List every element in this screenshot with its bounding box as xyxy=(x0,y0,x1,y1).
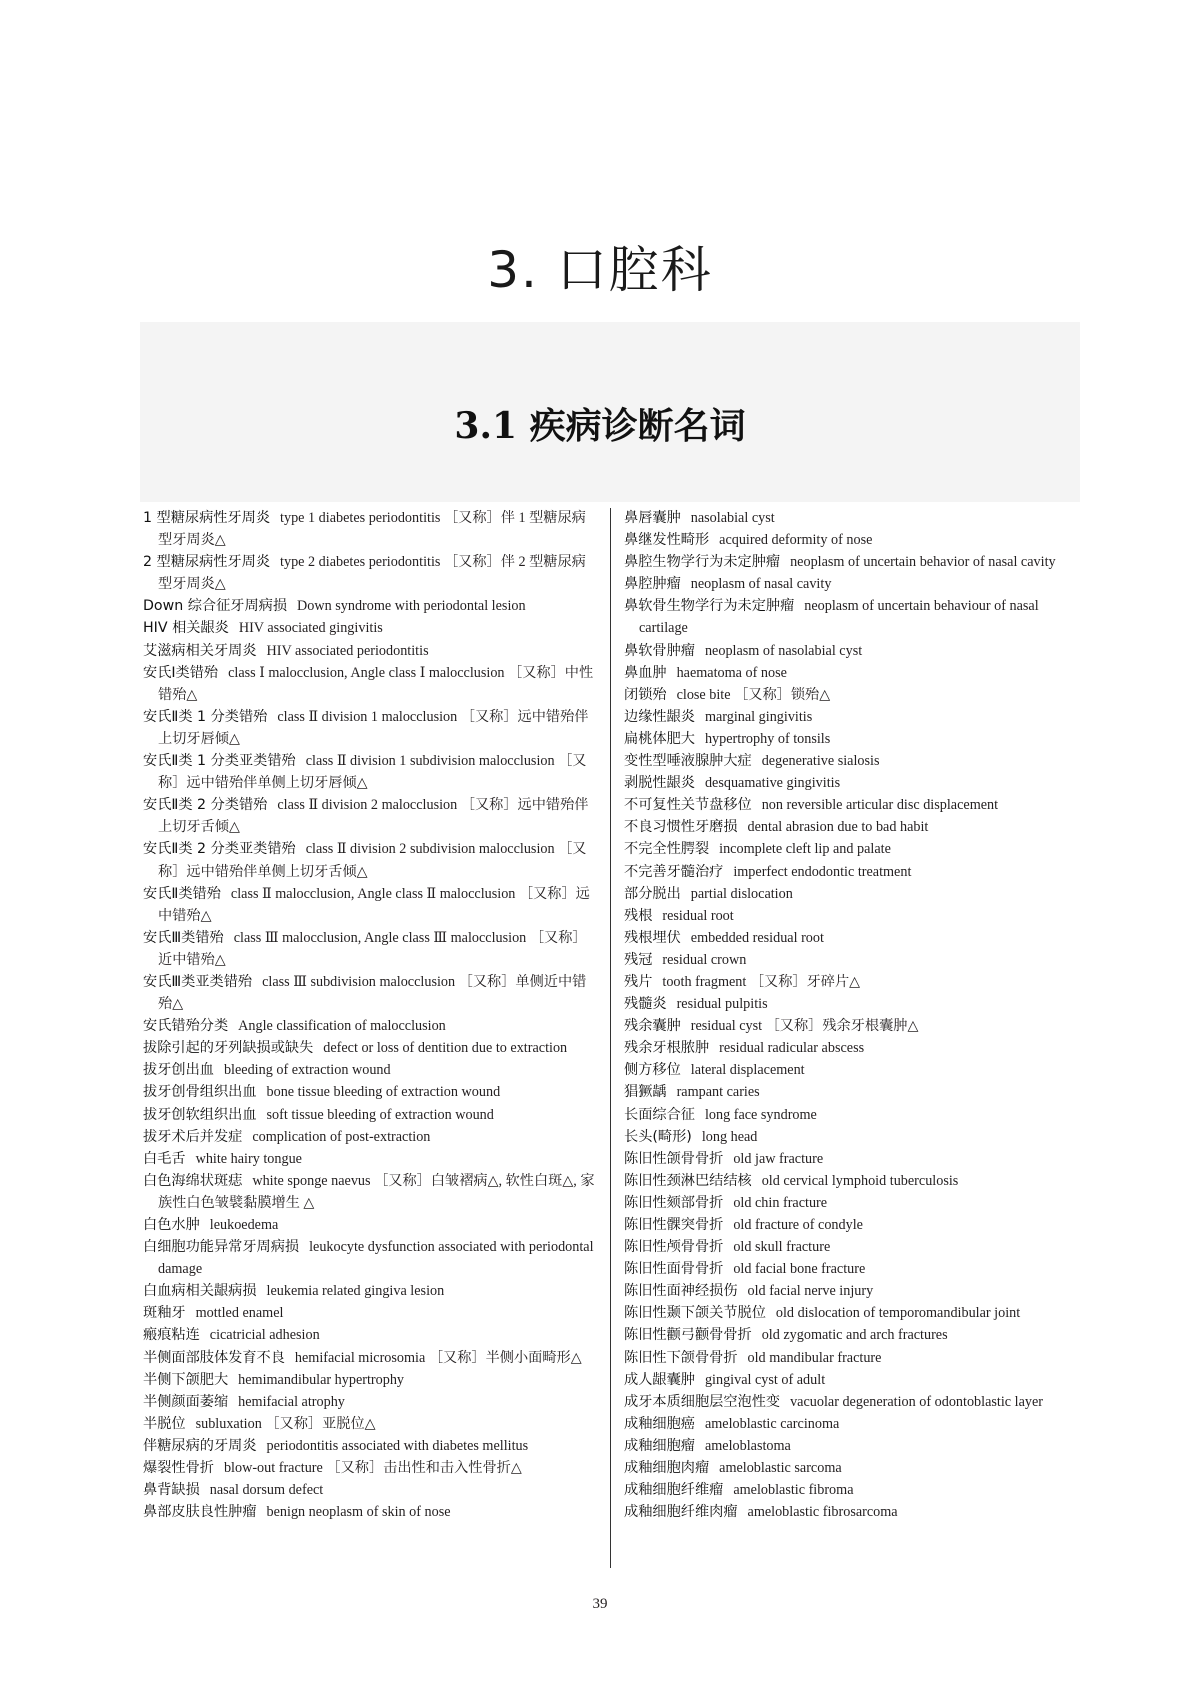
glossary-entry xyxy=(624,1391,1080,1413)
entry-term: 拔牙创软组织出血 xyxy=(143,1106,257,1123)
entry-definition: tooth fragment ［又称］牙碎片△ xyxy=(662,973,861,990)
entry-definition: soft tissue bleeding of extraction wound xyxy=(266,1106,494,1123)
column-divider xyxy=(610,508,611,1568)
left-column xyxy=(143,507,595,1523)
glossary-entry xyxy=(624,529,1080,551)
entry-definition: defect or loss of dentition due to extraction xyxy=(323,1040,568,1057)
entry-term: 安氏Ⅱ类 2 分类错殆 xyxy=(143,797,268,814)
entry-term: 鼻软骨肿瘤 xyxy=(624,642,695,659)
entry-term: 鼻软骨生物学行为未定肿瘤 xyxy=(624,598,795,615)
entry-definition: HIV associated gingivitis xyxy=(238,620,383,637)
glossary-entry xyxy=(143,1369,595,1391)
glossary-entry xyxy=(143,794,595,838)
glossary-entry xyxy=(624,684,1080,706)
entry-definition: benign neoplasm of skin of nose xyxy=(266,1504,451,1521)
entry-definition: old zygomatic and arch fractures xyxy=(761,1327,948,1344)
glossary-entry xyxy=(624,949,1080,971)
entry-term: 陈旧性面骨骨折 xyxy=(624,1261,724,1278)
glossary-entry xyxy=(143,1413,595,1435)
entry-definition: imperfect endodontic treatment xyxy=(733,863,912,880)
entry-term: 拔除引起的牙列缺损或缺失 xyxy=(143,1040,314,1057)
entry-term: 成釉细胞肉瘤 xyxy=(624,1460,710,1477)
entry-term: 安氏Ⅰ类错殆 xyxy=(143,664,219,681)
glossary-entry xyxy=(624,1214,1080,1236)
glossary-entry xyxy=(624,507,1080,529)
entry-definition: class Ⅱ division 1 subdivision malocclusion ［又称］远中错殆伴单侧上切牙唇倾△ xyxy=(158,753,587,792)
entry-definition: rampant caries xyxy=(676,1084,760,1101)
entry-definition: type 2 diabetes periodontitis ［又称］伴 2 型糖尿病型牙周炎△ xyxy=(158,554,586,593)
glossary-entry xyxy=(624,1324,1080,1346)
glossary-entry xyxy=(624,595,1080,639)
glossary-entry xyxy=(624,1302,1080,1324)
glossary-entry xyxy=(624,993,1080,1015)
glossary-entry xyxy=(143,706,595,750)
entry-definition: marginal gingivitis xyxy=(704,708,813,725)
glossary-entry xyxy=(143,617,595,639)
entry-definition: ameloblastic fibrosarcoma xyxy=(747,1504,898,1521)
glossary-entry xyxy=(143,1104,595,1126)
entry-definition: complication of post-extraction xyxy=(252,1128,431,1145)
glossary-entry xyxy=(143,1059,595,1081)
entry-definition: white hairy tongue xyxy=(195,1150,302,1167)
entry-term: 成釉细胞纤维瘤 xyxy=(624,1482,724,1499)
entry-definition: residual pulpitis xyxy=(676,996,768,1013)
entry-definition: dental abrasion due to bad habit xyxy=(747,819,929,836)
glossary-entry xyxy=(624,750,1080,772)
entry-term: 拔牙术后并发症 xyxy=(143,1128,243,1145)
entry-definition: bone tissue bleeding of extraction wound xyxy=(266,1084,501,1101)
entry-term: 闭锁殆 xyxy=(624,686,667,703)
entry-term: 安氏Ⅱ类 2 分类亚类错殆 xyxy=(143,841,296,858)
entry-term: 安氏Ⅱ类错殆 xyxy=(143,885,221,902)
glossary-entry xyxy=(624,706,1080,728)
glossary-entry xyxy=(143,662,595,706)
glossary-entry xyxy=(143,1347,595,1369)
entry-term: 残髓炎 xyxy=(624,996,667,1013)
entry-term: 陈旧性髁突骨折 xyxy=(624,1217,724,1233)
entry-term: 残冠 xyxy=(624,951,653,968)
entry-definition: old chin fracture xyxy=(733,1194,828,1211)
entry-term: 拔牙创出血 xyxy=(143,1062,214,1079)
entry-term: 白细胞功能异常牙周病损 xyxy=(143,1239,300,1256)
glossary-entry xyxy=(143,883,595,927)
glossary-entry xyxy=(624,772,1080,794)
glossary-entry xyxy=(624,1457,1080,1479)
glossary-entry xyxy=(624,1081,1080,1103)
entry-term: 成釉细胞纤维肉瘤 xyxy=(624,1504,738,1521)
page-number: 39 xyxy=(592,1596,608,1612)
glossary-entry xyxy=(143,507,595,551)
entry-definition: HIV associated periodontitis xyxy=(266,642,429,659)
glossary-entry xyxy=(143,1037,595,1059)
glossary-entry xyxy=(143,1015,595,1037)
entry-definition: old facial bone fracture xyxy=(733,1261,866,1278)
entry-term: 安氏错殆分类 xyxy=(143,1018,229,1035)
entry-term: 安氏Ⅱ类 1 分类亚类错殆 xyxy=(143,753,296,770)
entry-definition: residual root xyxy=(662,907,734,924)
entry-definition: ameloblastoma xyxy=(704,1437,791,1454)
entry-term: 变性型唾液腺肿大症 xyxy=(624,753,752,770)
glossary-entry xyxy=(624,794,1080,816)
entry-term: 陈旧性颧弓颧骨骨折 xyxy=(624,1327,752,1344)
glossary-entry xyxy=(624,1037,1080,1059)
glossary-entry xyxy=(143,1435,595,1457)
entry-definition: acquired deformity of nose xyxy=(719,532,873,549)
section-title: 3.1 疾病诊断名词 xyxy=(454,405,746,447)
glossary-entry xyxy=(624,1104,1080,1126)
entry-definition: bleeding of extraction wound xyxy=(223,1062,391,1079)
entry-definition: leukemia related gingiva lesion xyxy=(266,1283,445,1300)
entry-term: 爆裂性骨折 xyxy=(143,1460,214,1477)
entry-definition: neoplasm of uncertain behaviour of nasal cartilage xyxy=(639,598,1039,637)
entry-definition: nasolabial cyst xyxy=(690,510,775,526)
entry-definition: old cervical lymphoid tuberculosis xyxy=(761,1172,959,1189)
entry-term: 残根 xyxy=(624,907,653,924)
entry-term: 不完全性腭裂 xyxy=(624,841,710,858)
entry-term: 长头(畸形) xyxy=(624,1128,692,1145)
entry-term: 部分脱出 xyxy=(624,885,681,902)
entry-term: 成釉细胞癌 xyxy=(624,1415,695,1432)
entry-term: 残根埋伏 xyxy=(624,929,681,946)
entry-term: 残片 xyxy=(624,973,653,990)
glossary-entry xyxy=(624,861,1080,883)
entry-definition: subluxation ［又称］亚脱位△ xyxy=(195,1415,376,1432)
glossary-entry xyxy=(624,1369,1080,1391)
entry-definition: class Ⅲ subdivision malocclusion ［又称］单侧近中错殆△ xyxy=(158,973,587,1013)
entry-definition: old dislocation of temporomandibular joint xyxy=(775,1305,1021,1322)
glossary-entry xyxy=(143,1236,595,1280)
entry-definition: close bite ［又称］锁殆△ xyxy=(676,686,831,703)
glossary-entry xyxy=(143,1081,595,1103)
entry-term: 扁桃体肥大 xyxy=(624,730,695,747)
entry-definition: class Ⅱ division 2 subdivision malocclusion ［又称］远中错殆伴单侧上切牙舌倾△ xyxy=(158,841,587,880)
entry-term: 陈旧性颌骨骨折 xyxy=(624,1150,724,1167)
entry-term: 成人龈囊肿 xyxy=(624,1371,695,1388)
entry-definition: old mandibular fracture xyxy=(747,1349,882,1366)
entry-term: 成牙本质细胞层空泡性变 xyxy=(624,1393,781,1410)
entry-term: 拔牙创骨组织出血 xyxy=(143,1084,257,1101)
glossary-entry xyxy=(624,1148,1080,1170)
entry-term: 鼻唇囊肿 xyxy=(624,510,681,526)
glossary-entry xyxy=(624,838,1080,860)
entry-definition: residual cyst ［又称］残余牙根囊肿△ xyxy=(690,1018,919,1035)
glossary-entry xyxy=(624,905,1080,927)
entry-term: 剥脱性龈炎 xyxy=(624,775,695,792)
glossary-entry xyxy=(143,1170,595,1214)
entry-definition: ameloblastic sarcoma xyxy=(719,1460,842,1477)
entry-term: 安氏Ⅱ类 1 分类错殆 xyxy=(143,708,268,725)
glossary-entry xyxy=(624,1347,1080,1369)
entry-term: 伴糖尿病的牙周炎 xyxy=(143,1437,257,1454)
entry-definition: class Ⅲ malocclusion, Angle class Ⅲ malocclusion ［又称］近中错殆△ xyxy=(158,929,587,968)
glossary-entry xyxy=(143,1501,595,1523)
glossary-entry xyxy=(143,1126,595,1148)
glossary-entry xyxy=(143,551,595,595)
glossary-entry xyxy=(143,640,595,662)
entry-definition: gingival cyst of adult xyxy=(704,1371,826,1388)
glossary-entry xyxy=(143,1148,595,1170)
glossary-entry xyxy=(143,927,595,971)
entry-definition: residual radicular abscess xyxy=(719,1040,865,1057)
entry-term: 成釉细胞瘤 xyxy=(624,1437,695,1454)
entry-definition: white sponge naevus ［又称］白皱褶病△, 软性白斑△, 家族性白色皱襞黏膜增生 △ xyxy=(158,1172,595,1211)
entry-definition: hemifacial atrophy xyxy=(238,1393,345,1410)
glossary-entry xyxy=(143,595,595,617)
entry-definition: non reversible articular disc displacement xyxy=(761,797,999,814)
glossary-entry xyxy=(624,728,1080,750)
glossary-entry xyxy=(143,1457,595,1479)
entry-term: 艾滋病相关牙周炎 xyxy=(143,642,257,659)
glossary-entry xyxy=(624,1435,1080,1457)
glossary-entry xyxy=(143,838,595,882)
glossary-entry xyxy=(624,573,1080,595)
glossary-entry xyxy=(624,971,1080,993)
entry-term: 陈旧性颅骨骨折 xyxy=(624,1239,724,1256)
glossary-entry xyxy=(624,1015,1080,1037)
entry-definition: old facial nerve injury xyxy=(747,1283,874,1300)
entry-definition: periodontitis associated with diabetes mellitus xyxy=(266,1437,529,1454)
glossary-entry xyxy=(624,1236,1080,1258)
glossary-entry xyxy=(624,1280,1080,1302)
entry-term: 鼻血肿 xyxy=(624,664,667,681)
entry-definition: class Ⅱ division 1 malocclusion ［又称］远中错殆伴上切牙唇倾△ xyxy=(158,708,589,747)
entry-definition: type 1 diabetes periodontitis ［又称］伴 1 型糖尿病型牙周炎△ xyxy=(158,510,586,549)
entry-term: 陈旧性颞下颌关节脱位 xyxy=(624,1305,766,1322)
entry-term: Down 综合征牙周病损 xyxy=(143,598,288,615)
glossary-entry xyxy=(143,1324,595,1346)
entry-definition: leukocyte dysfunction associated with periodontal damage xyxy=(158,1239,594,1278)
entry-definition: hemifacial microsomia ［又称］半侧小面畸形△ xyxy=(294,1349,582,1366)
entry-term: 白色水肿 xyxy=(143,1217,200,1233)
entry-term: 半侧下颌肥大 xyxy=(143,1371,229,1388)
entry-definition: mottled enamel xyxy=(195,1305,284,1322)
entry-definition: residual crown xyxy=(662,951,747,968)
entry-definition: vacuolar degeneration of odontoblastic layer xyxy=(790,1393,1043,1410)
entry-term: 侧方移位 xyxy=(624,1062,681,1079)
entry-term: 边缘性龈炎 xyxy=(624,708,695,725)
glossary-entry xyxy=(624,883,1080,905)
entry-term: 鼻部皮肤良性肿瘤 xyxy=(143,1504,257,1521)
entry-term: 半侧颜面萎缩 xyxy=(143,1393,229,1410)
glossary-entry xyxy=(624,1170,1080,1192)
entry-definition: class Ⅱ malocclusion, Angle class Ⅱ malocclusion ［又称］远中错殆△ xyxy=(158,885,590,924)
entry-term: 白毛舌 xyxy=(143,1150,186,1167)
entry-definition: old skull fracture xyxy=(733,1239,831,1256)
right-column xyxy=(624,507,1080,1523)
glossary-entry xyxy=(143,1302,595,1324)
entry-term: 安氏Ⅲ类错殆 xyxy=(143,929,224,946)
entry-term: 斑釉牙 xyxy=(143,1305,186,1322)
entry-term: HIV 相关龈炎 xyxy=(143,620,229,637)
glossary-entry xyxy=(624,1258,1080,1280)
entry-definition: nasal dorsum defect xyxy=(209,1482,324,1499)
entry-term: 陈旧性颏部骨折 xyxy=(624,1194,724,1211)
entry-definition: cicatricial adhesion xyxy=(209,1327,320,1344)
entry-definition: class Ⅱ division 2 malocclusion ［又称］远中错殆伴上切牙舌倾△ xyxy=(158,797,589,836)
entry-term: 残余囊肿 xyxy=(624,1018,681,1035)
glossary-entry xyxy=(143,1391,595,1413)
entry-definition: hypertrophy of tonsils xyxy=(704,730,831,747)
entry-term: 半脱位 xyxy=(143,1415,186,1432)
glossary-entry xyxy=(624,1059,1080,1081)
entry-definition: lateral displacement xyxy=(690,1062,805,1079)
entry-term: 瘢痕粘连 xyxy=(143,1327,200,1344)
glossary-entry xyxy=(624,662,1080,684)
entry-definition: hemimandibular hypertrophy xyxy=(238,1371,405,1388)
entry-definition: long face syndrome xyxy=(704,1106,817,1123)
glossary-entry xyxy=(143,971,595,1015)
entry-term: 长面综合征 xyxy=(624,1106,695,1123)
entry-term: 陈旧性颈淋巴结结核 xyxy=(624,1172,752,1189)
entry-definition: embedded residual root xyxy=(690,929,824,946)
entry-term: 鼻腔肿瘤 xyxy=(624,576,681,593)
glossary-entry xyxy=(624,927,1080,949)
entry-term: 不良习惯性牙磨损 xyxy=(624,819,738,836)
entry-term: 白血病相关龈病损 xyxy=(143,1283,257,1300)
entry-definition: desquamative gingivitis xyxy=(704,775,841,792)
entry-definition: blow-out fracture ［又称］击出性和击入性骨折△ xyxy=(223,1460,522,1477)
entry-definition: Angle classification of malocclusion xyxy=(238,1018,446,1035)
entry-definition: partial dislocation xyxy=(690,885,793,902)
entry-term: 鼻腔生物学行为未定肿瘤 xyxy=(624,554,781,571)
entry-term: 猖獗龋 xyxy=(624,1084,667,1101)
glossary-entry xyxy=(624,1192,1080,1214)
entry-term: 不完善牙髓治疗 xyxy=(624,863,724,880)
glossary-entry xyxy=(624,1413,1080,1435)
entry-definition: ameloblastic carcinoma xyxy=(704,1415,840,1432)
entry-definition: old fracture of condyle xyxy=(733,1217,863,1233)
chapter-title: 3. 口腔科 xyxy=(487,241,713,299)
glossary-entry xyxy=(143,750,595,794)
entry-term: 半侧面部肢体发育不良 xyxy=(143,1349,285,1366)
glossary-entry xyxy=(143,1214,595,1236)
entry-definition: neoplasm of uncertain behavior of nasal cavity xyxy=(790,554,1056,571)
entry-term: 残余牙根脓肿 xyxy=(624,1040,710,1057)
entry-term: 1 型糖尿病性牙周炎 xyxy=(143,510,271,526)
glossary-entry xyxy=(143,1280,595,1302)
entry-term: 不可复性关节盘移位 xyxy=(624,797,752,814)
entry-term: 白色海绵状斑痣 xyxy=(143,1172,243,1189)
glossary-entry xyxy=(624,551,1080,573)
entry-definition: leukoedema xyxy=(209,1217,279,1233)
entry-term: 安氏Ⅲ类亚类错殆 xyxy=(143,973,253,990)
glossary-entry xyxy=(143,1479,595,1501)
entry-term: 陈旧性下颌骨骨折 xyxy=(624,1349,738,1366)
glossary-entry xyxy=(624,816,1080,838)
entry-definition: Down syndrome with periodontal lesion xyxy=(297,598,526,615)
entry-term: 2 型糖尿病性牙周炎 xyxy=(143,554,271,571)
entry-definition: ameloblastic fibroma xyxy=(733,1482,854,1499)
entry-definition: neoplasm of nasolabial cyst xyxy=(704,642,863,659)
entry-definition: haematoma of nose xyxy=(676,664,787,681)
entry-definition: long head xyxy=(701,1128,758,1145)
glossary-entry xyxy=(624,1501,1080,1523)
glossary-entry xyxy=(624,1126,1080,1148)
glossary-entry xyxy=(624,640,1080,662)
entry-term: 鼻继发性畸形 xyxy=(624,532,710,549)
entry-definition: class Ⅰ malocclusion, Angle class Ⅰ malocclusion ［又称］中性错殆△ xyxy=(158,664,594,703)
entry-definition: neoplasm of nasal cavity xyxy=(690,576,832,593)
entry-definition: old jaw fracture xyxy=(733,1150,824,1167)
entry-term: 陈旧性面神经损伤 xyxy=(624,1283,738,1300)
entry-definition: incomplete cleft lip and palate xyxy=(719,841,891,858)
glossary-entry xyxy=(624,1479,1080,1501)
entry-definition: degenerative sialosis xyxy=(761,753,880,770)
entry-term: 鼻背缺损 xyxy=(143,1482,200,1499)
